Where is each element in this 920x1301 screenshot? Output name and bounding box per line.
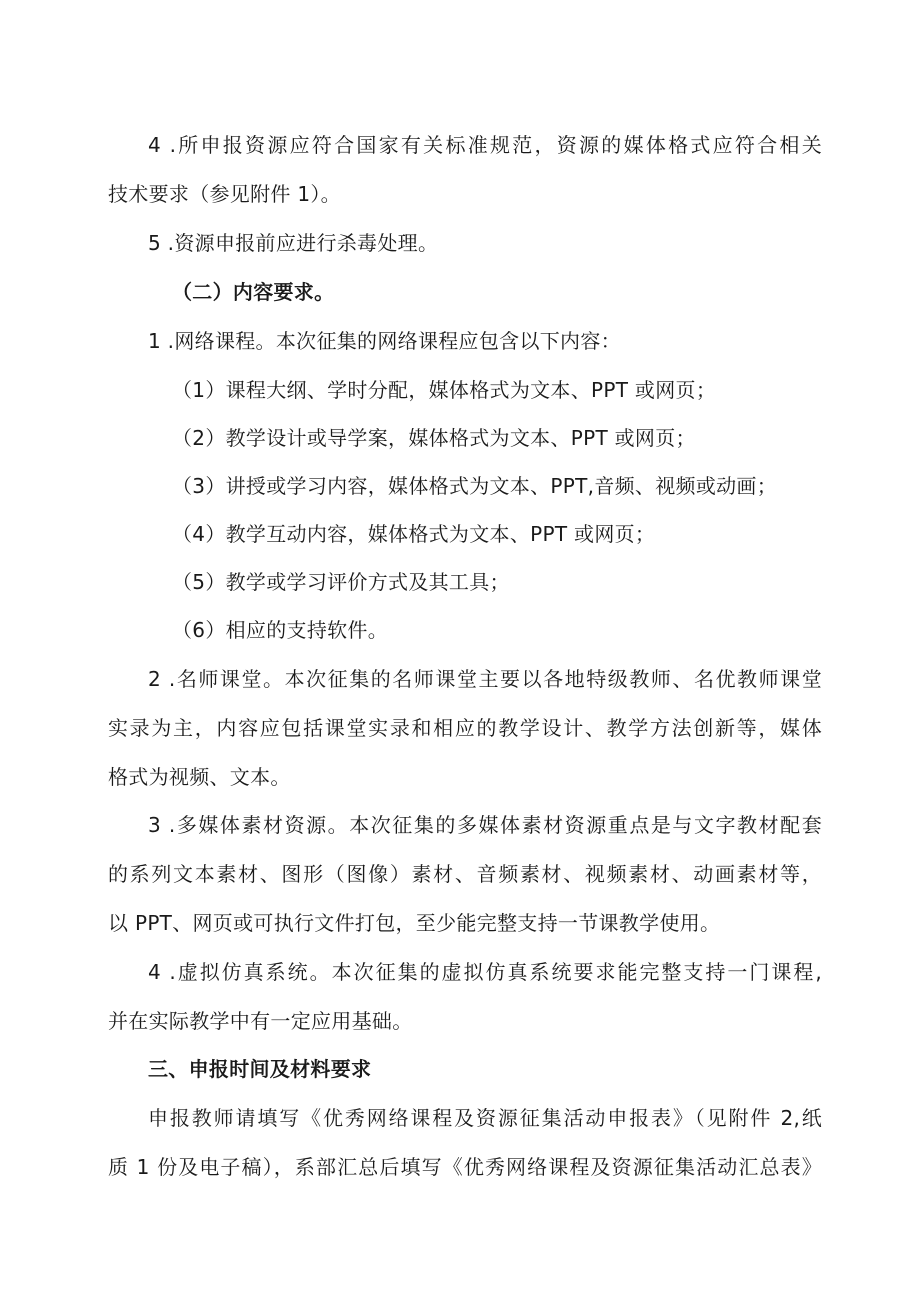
section-heading-time-and-materials: 三、申报时间及材料要求 xyxy=(148,1057,372,1081)
content-item-4-line-1: 4 .虚拟仿真系统。本次征集的虚拟仿真系统要求能完整支持一门课程, xyxy=(148,960,822,984)
section-heading-content-requirements: （二）内容要求。 xyxy=(172,280,335,304)
content-subitem-5: （5）教学或学习评价方式及其工具； xyxy=(172,570,510,594)
content-subitem-6: （6）相应的支持软件。 xyxy=(172,618,389,642)
content-subitem-1: （1）课程大纲、学时分配，媒体格式为文本、PPT 或网页； xyxy=(172,378,717,402)
content-item-2-line-1: 2 .名师课堂。本次征集的名师课堂主要以各地特级教师、名优教师课堂 xyxy=(148,667,822,691)
content-item-4-line-2: 并在实际教学中有一定应用基础。 xyxy=(108,1009,413,1033)
section-3-paragraph-line-2: 质 1 份及电子稿），系部汇总后填写《优秀网络课程及资源征集活动汇总表》 xyxy=(108,1155,822,1179)
paragraph-item-5: 5 .资源申报前应进行杀毒处理。 xyxy=(148,231,439,255)
content-item-1: 1 .网络课程。本次征集的网络课程应包含以下内容： xyxy=(148,329,621,353)
content-item-2-line-2: 实录为主，内容应包括课堂实录和相应的教学设计、教学方法创新等，媒体 xyxy=(108,716,822,740)
section-3-paragraph-line-1: 申报教师请填写《优秀网络课程及资源征集活动申报表》（见附件 2,纸 xyxy=(148,1106,822,1130)
content-item-3-line-3: 以 PPT、网页或可执行文件打包，至少能完整支持一节课教学使用。 xyxy=(108,911,721,935)
content-subitem-3: （3）讲授或学习内容，媒体格式为文本、PPT,音频、视频或动画； xyxy=(172,474,778,498)
content-subitem-2: （2）教学设计或导学案，媒体格式为文本、PPT 或网页； xyxy=(172,426,696,450)
content-item-3-line-2: 的系列文本素材、图形（图像）素材、音频素材、视频素材、动画素材等， xyxy=(108,862,822,886)
content-subitem-4: （4）教学互动内容，媒体格式为文本、PPT 或网页； xyxy=(172,522,656,546)
content-item-2-line-3: 格式为视频、文本。 xyxy=(108,765,291,789)
paragraph-item-4-line-2: 技术要求（参见附件 1）。 xyxy=(108,182,341,206)
paragraph-item-4-line-1: 4 .所申报资源应符合国家有关标准规范，资源的媒体格式应符合相关 xyxy=(148,133,822,157)
content-item-3-line-1: 3 .多媒体素材资源。本次征集的多媒体素材资源重点是与文字教材配套 xyxy=(148,813,822,837)
